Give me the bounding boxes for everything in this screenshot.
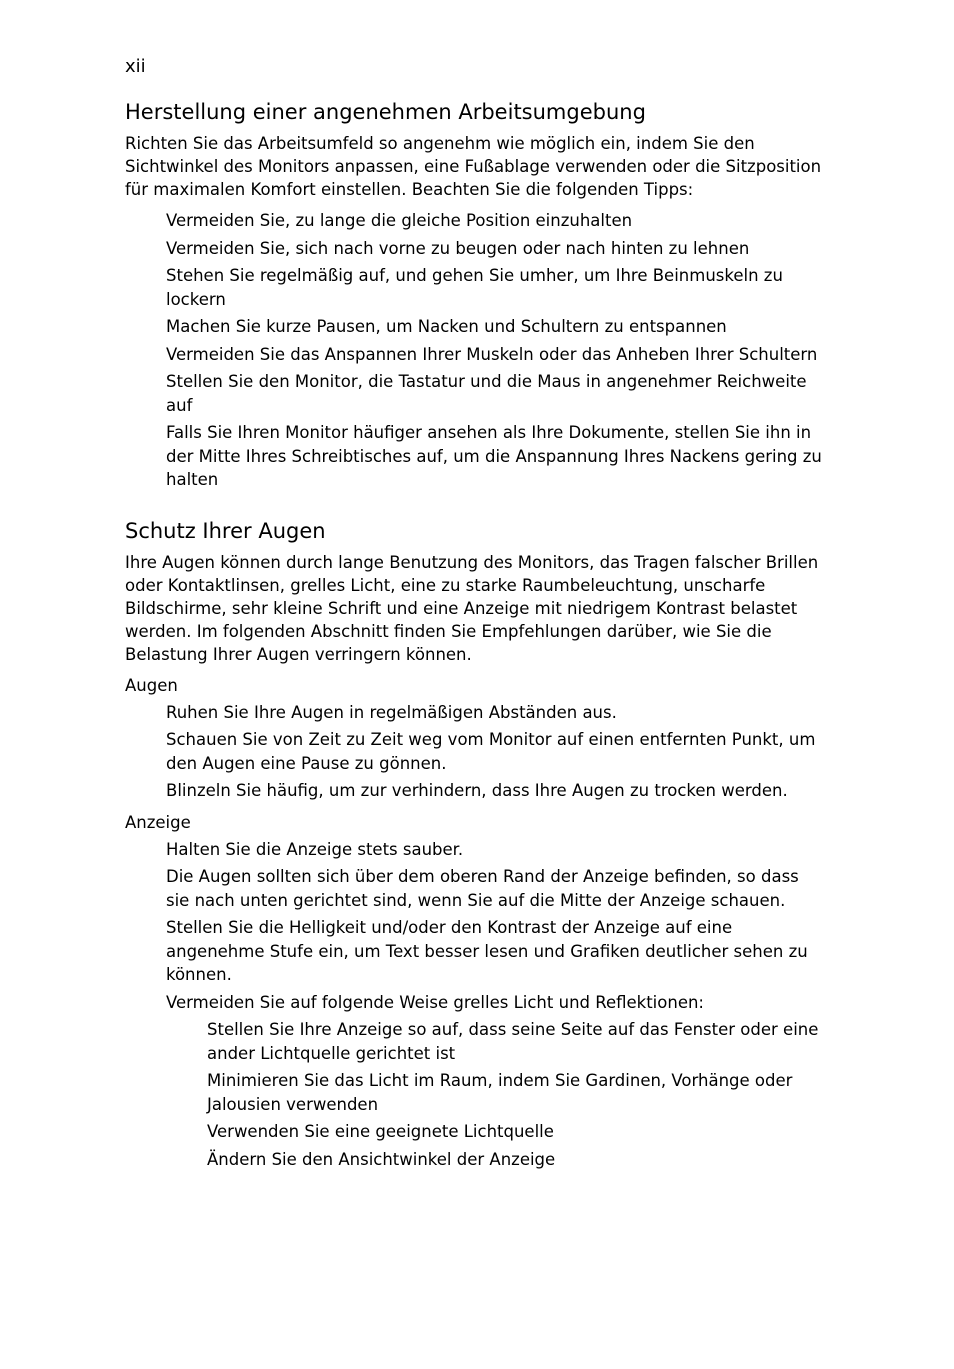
section-intro: Richten Sie das Arbeitsumfeld so angenehm wie möglich ein, indem Sie den Sichtwinkel des Monitors anpassen, eine Fußablage verwenden oder die Sitzposition für maximalen Komfort einstellen. Beachten Sie die folgenden Tipps: xyxy=(125,134,822,199)
list-item: Vermeiden Sie, zu lange die gleiche Position einzuhalten xyxy=(166,211,633,230)
list-item: Vermeiden Sie das Anspannen Ihrer Muskeln oder das Anheben Ihrer Schultern xyxy=(166,344,818,364)
tips-list xyxy=(166,209,825,492)
sublist-item: Stellen Sie Ihre Anzeige so auf, dass seine Seite auf das Fenster oder eine ander Lichtquelle gerichtet ist xyxy=(207,1020,819,1063)
section-work-environment xyxy=(125,98,825,492)
subheading-anzeige: Anzeige xyxy=(125,812,191,832)
list-item: Stehen Sie regelmäßig auf, und gehen Sie umher, um Ihre Beinmuskeln zu lockern xyxy=(166,266,783,309)
list-item-text: Vermeiden Sie auf folgende Weise grelles Licht und Reflektionen: xyxy=(166,992,704,1012)
page-number: xii xyxy=(125,56,146,77)
sublist-item: Minimieren Sie das Licht im Raum, indem Sie Gardinen, Vorhänge oder Jalousien verwenden xyxy=(207,1071,793,1114)
section-heading: Schutz Ihrer Augen xyxy=(125,518,326,543)
list-item: Vermeiden Sie, sich nach vorne zu beugen oder nach hinten zu lehnen xyxy=(166,238,750,258)
sublist-item: Verwenden Sie eine geeignete Lichtquelle xyxy=(207,1122,554,1141)
list-item: Blinzeln Sie häufig, um zur verhindern, dass Ihre Augen zu trocken werden. xyxy=(166,781,788,800)
list-item: Die Augen sollten sich über dem oberen Rand der Anzeige befinden, so dass sie nach unten gerichtet sind, wenn Sie auf die Mitte der Anzeige schauen. xyxy=(166,867,799,910)
subheading-augen: Augen xyxy=(125,675,178,695)
section-heading: Herstellung einer angenehmen Arbeitsumgebung xyxy=(125,100,646,124)
glare-sublist xyxy=(207,1018,825,1171)
section-intro: Ihre Augen können durch lange Benutzung des Monitors, das Tragen falscher Brillen oder Kontaktlinsen, grelles Licht, eine zu starke Raumbeleuchtung, unscharfe Bildschirme, sehr kleine Schrift und eine Anzeige mit niedrigem Kontrast belastet werden. Im folgenden Abschnitt finden Sie Empfehlungen darüber, wie Sie die Belastung Ihrer Augen verringern können. xyxy=(125,552,819,664)
list-item: Stellen Sie die Helligkeit und/oder den Kontrast der Anzeige auf eine angenehme Stufe ein, um Text besser lesen und Grafiken deutlicher sehen zu können. xyxy=(166,918,808,984)
list-item: Falls Sie Ihren Monitor häufiger ansehen als Ihre Dokumente, stellen Sie ihn in der Mitte Ihres Schreibtisches auf, um die Anspannung Ihres Nackens gering zu halten xyxy=(166,423,822,489)
sublist-item: Ändern Sie den Ansichtwinkel der Anzeige xyxy=(207,1149,556,1169)
list-item: Stellen Sie den Monitor, die Tastatur und die Maus in angenehmer Reichweite auf xyxy=(166,372,807,415)
page-content xyxy=(125,98,825,1175)
list-item: Ruhen Sie Ihre Augen in regelmäßigen Abständen aus. xyxy=(166,702,617,722)
list-item: Machen Sie kurze Pausen, um Nacken und Schultern zu entspannen xyxy=(166,317,727,336)
list-item: Halten Sie die Anzeige stets sauber. xyxy=(166,839,464,859)
list-item xyxy=(166,991,825,1172)
anzeige-list xyxy=(166,838,825,1172)
section-eye-protection xyxy=(125,517,825,1172)
augen-list xyxy=(166,701,825,803)
list-item: Schauen Sie von Zeit zu Zeit weg vom Monitor auf einen entfernten Punkt, um den Augen eine Pause zu gönnen. xyxy=(166,730,816,773)
